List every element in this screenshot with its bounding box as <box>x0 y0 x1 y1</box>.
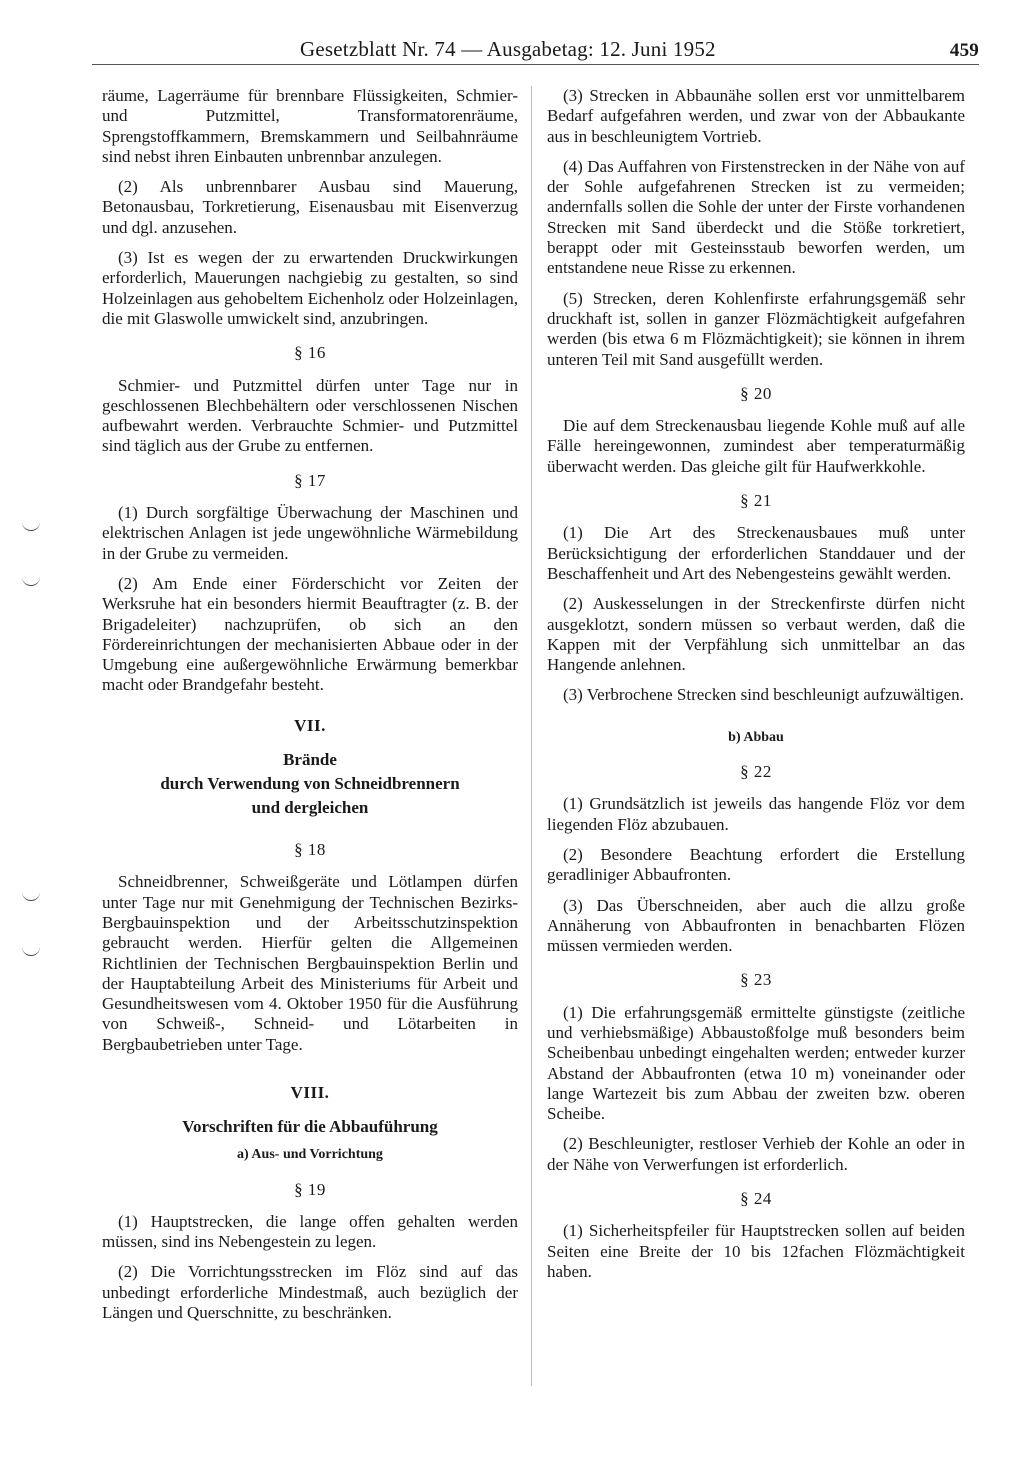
section-heading: § 21 <box>740 491 772 511</box>
chapter-title <box>102 748 518 820</box>
paragraph: (1) Grundsätzlich ist jeweils das hangende Flöz vor dem liegenden Flöz abzubauen. <box>547 794 965 834</box>
margin-mark <box>22 520 40 531</box>
margin-mark <box>22 575 40 586</box>
paragraph: (2) Am Ende einer Förderschicht vor Zeiten der Werksruhe hat ein besonders hiermit Beauftragter (z. B. der Brigadeleiter) nachzuprüfen, ob sich an den Fördereinrichtungen der mechanisierten Abbaue oder in der Umgebung eine außergewöhnliche Erwärmung bemerkbar macht oder Brandgefahr besteht. <box>102 573 518 695</box>
paragraph: (1) Die Art des Streckenausbaues muß unter Berücksichtigung der erforderlichen Standdauer und der Beschaffenheit und Art des Nebengesteins gewählt werden. <box>547 523 965 583</box>
chapter-title: Vorschriften für die Abbauführung <box>182 1117 438 1137</box>
paragraph: (5) Strecken, deren Kohlenfirste erfahrungsgemäß sehr druckhaft ist, sollen in ganzer Flözmächtigkeit aufgefahren werden (bis etwa 6 m Flözmächtigkeit); sie können in ihrem unteren Teil mit Sand ausgefüllt werden. <box>547 288 965 369</box>
chapter-number: VIII. <box>290 1082 330 1102</box>
chapter-number: VII. <box>294 715 326 735</box>
paragraph: (3) Ist es wegen der zu erwartenden Druckwirkungen erforderlich, Mauerungen nachgiebig zu gestalten, so sind Holzeinlagen aus gehobeltem Eichenholz oder Holzeinlagen, die mit Glaswolle umwickelt sind, anzubringen. <box>102 248 518 328</box>
subsection-heading: b) Abbau <box>728 729 784 745</box>
page-header <box>300 28 979 62</box>
section-heading: § 19 <box>294 1179 326 1199</box>
section-heading: § 23 <box>740 970 772 990</box>
margin-mark <box>22 890 40 901</box>
column-divider <box>531 86 532 1386</box>
chapter-title-line: durch Verwendung von Schneidbrennern <box>160 774 460 794</box>
section-heading: § 17 <box>294 470 326 490</box>
paragraph: (4) Das Auffahren von Firstenstrecken in der Nähe von auf der Sohle aufgefahrenen Strecken ist zu vermeiden; andernfalls sollen die Sohle der unter der Firste vorhandenen Strecken mit Sand überdeckt und die Stöße torkretiert, berappt oder mit Gesteinsstaub beworfen werden, um entstandene neue Risse zu erkennen. <box>547 156 965 278</box>
paragraph: (2) Besondere Beachtung erfordert die Erstellung geradliniger Abbaufronten. <box>547 844 965 885</box>
header-title: Gesetzblatt Nr. 74 — Ausgabetag: 12. Juni 1952 <box>300 37 716 61</box>
paragraph: (2) Als unbrennbarer Ausbau sind Mauerung, Betonausbau, Torkretierung, Eisenausbau mit Eisenverzug und dgl. anzusehen. <box>102 177 518 237</box>
paragraph: (2) Die Vorrichtungsstrecken im Flöz sind auf das unbedingt erforderliche Mindestmaß, auch bezüglich der Längen und Querschnitte, zu beschränken. <box>102 1262 518 1323</box>
paragraph: (3) Verbrochene Strecken sind beschleunigt aufzuwältigen. <box>563 685 964 705</box>
paragraph: Schmier- und Putzmittel dürfen unter Tage nur in geschlossenen Blechbehältern oder verschlossenen Nischen aufbewahrt werden. Verbrauchte Schmier- und Putzmittel sind täglich aus der Grube zu entfernen. <box>102 375 518 456</box>
section-heading: § 24 <box>740 1189 772 1209</box>
paragraph: (1) Durch sorgfältige Überwachung der Maschinen und elektrischen Anlagen ist jede ungewöhnliche Wärmebildung in der Grube zu vermeiden. <box>102 503 518 563</box>
left-column <box>102 86 518 1333</box>
paragraph: (2) Beschleunigter, restloser Verhieb der Kohle an oder in der Nähe von Verwerfungen ist erforderlich. <box>547 1134 965 1174</box>
paragraph: (3) Das Überschneiden, aber auch die allzu große Annäherung von Abbaufronten in benachbarten Flözen müssen vermieden werden. <box>547 895 965 956</box>
paragraph: (2) Auskesselungen in der Streckenfirste dürfen nicht ausgeklotzt, sondern müssen so verbaut werden, daß die Kappen mit der Verpfählung sich unmittelbar an das Hangende anlehnen. <box>547 594 965 675</box>
paragraph: Die auf dem Streckenausbau liegende Kohle muß auf alle Fälle hereingewonnen, zumindest aber temperaturmäßig überwacht werden. Das gleiche gilt für Haufwerkkohle. <box>547 416 965 476</box>
paragraph: (1) Die erfahrungsgemäß ermittelte günstigste (zeitliche und verhiebsmäßige) Abbaustoßfolge muß besonders beim Scheibenbau unbedingt eingehalten werden; entweder kurzer Abstand der Abbaufronten (etwa 10 m) voneinander oder lange Wartezeit bis zum Abbau der zweiten bzw. oberen Scheibe. <box>547 1002 965 1124</box>
paragraph: Schneidbrenner, Schweißgeräte und Lötlampen dürfen unter Tage nur mit Genehmigung der Technischen Bezirks-Bergbauinspektion und der Arbeitsschutzinspektion gebraucht werden. Hierfür gelten die Allgemeinen Richtlinien der Technischen Bergbauinspektion Berlin und der Hauptabteilung Arbeit des Ministeriums für Arbeit und Gesundheitswesen vom 4. Oktober 1950 für die Ausführung von Schweiß-, Schneid- und Lötarbeiten in Bergbaubetrieben unter Tage. <box>102 872 518 1054</box>
header-rule <box>92 64 979 65</box>
section-heading: § 20 <box>740 383 772 403</box>
section-heading: § 18 <box>294 840 326 860</box>
chapter-title-line: Brände <box>283 750 337 770</box>
subsection-heading: a) Aus- und Vorrichtung <box>237 1147 383 1163</box>
margin-mark <box>22 945 40 956</box>
chapter-title-line: und dergleichen <box>251 798 369 818</box>
paragraph: räume, Lagerräume für brennbare Flüssigkeiten, Schmier- und Putzmittel, Transformatorenräume, Sprengstoffkammern, Bremskammern und Seilbahnräume sind nebst ihren Einbauten unbrennbar anzulegen. <box>102 86 518 166</box>
page-number: 459 <box>949 40 979 61</box>
paragraph: (1) Sicherheitspfeiler für Hauptstrecken sollen auf beiden Seiten eine Breite der 10 bis 12fachen Flözmächtigkeit haben. <box>547 1221 965 1281</box>
paragraph: (3) Strecken in Abbaunähe sollen erst vor unmittelbarem Bedarf aufgefahren werden, und zwar von der Abbaukante aus in beschleunigtem Vortrieb. <box>547 86 965 146</box>
section-heading: § 16 <box>294 343 326 363</box>
paragraph: (1) Hauptstrecken, die lange offen gehalten werden müssen, sind ins Nebengestein zu legen. <box>102 1211 518 1252</box>
section-heading: § 22 <box>740 762 772 782</box>
right-column <box>547 86 965 1292</box>
